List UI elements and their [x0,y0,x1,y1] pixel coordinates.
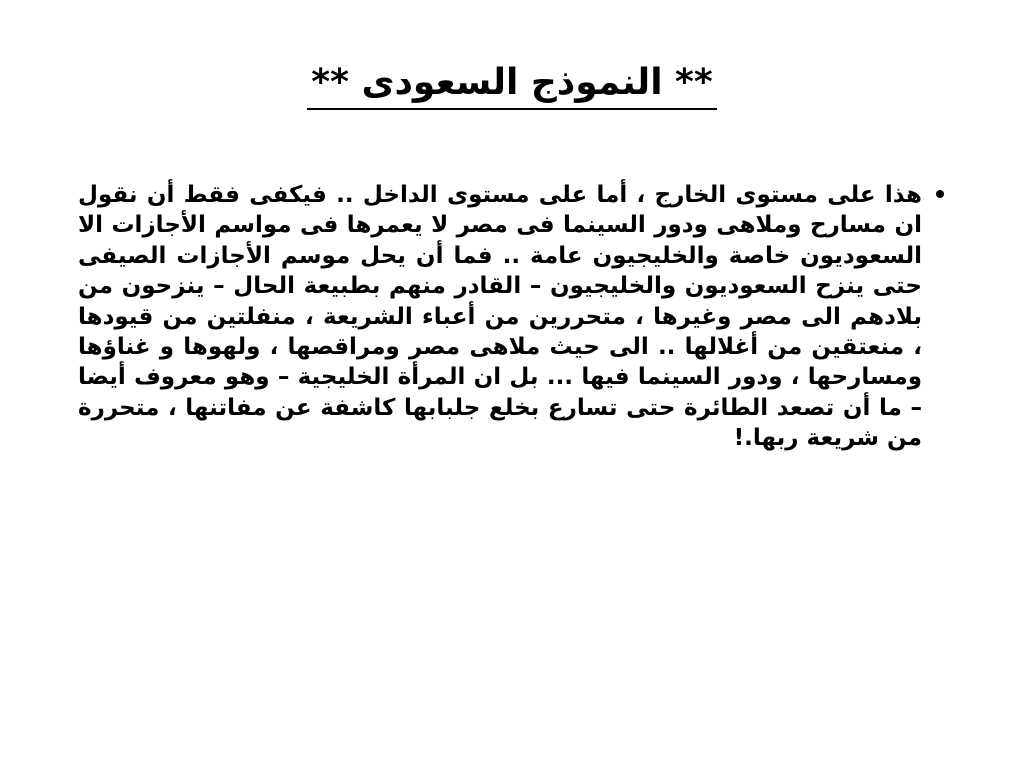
bullet-item [78,180,944,454]
bullet-dot-icon [936,190,944,198]
bullet-text: هذا على مستوى الخارج ، أما على مستوى الداخل .. فيكفى فقط أن نقول ان مسارح وملاهى ودور السينما فى مصر لا يعمرها فى مواسم الأجازات الا السعوديون خاصة والخليجيون عامة .. فما أن يحل موسم الأجازات الصيفى حتى ينزح السعوديون والخليجيون – القادر منهم بطبيعة الحال – ينزحون من بلادهم الى مصر وغيرها ، متحررين من أعباء الشريعة ، منفلتين من قيودها ، منعتقين من أغلالها .. الى حيث ملاهى مصر ومراقصها ، ولهوها و غناؤها ومسارحها ، ودور السينما فيها ... بل ان المرأة الخليجية – وهو معروف أيضا – ما أن تصعد الطائرة حتى تسارع بخلع جلبابها كاشفة عن مفاتنها ، متحررة من شريعة ربها.! [78,182,922,452]
slide-title: ** النموذج السعودى ** [307,58,716,110]
title-container [0,58,1024,110]
slide-content [78,180,944,454]
